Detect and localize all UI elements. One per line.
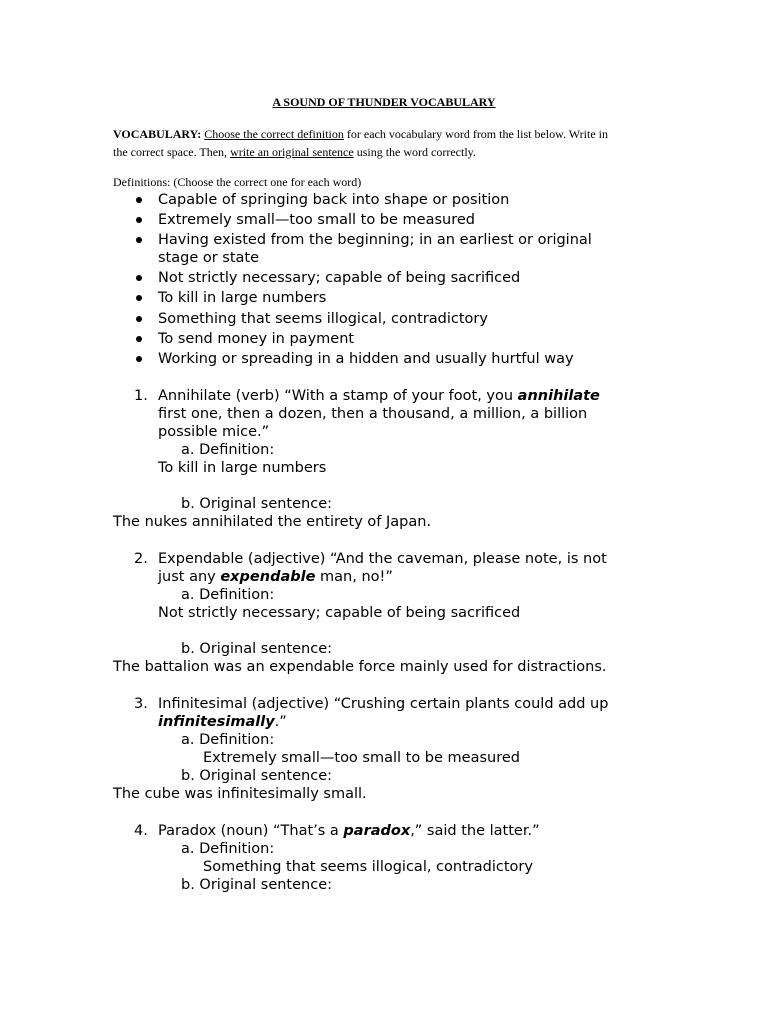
sentence-label: b. Original sentence: [181,768,333,784]
bullet-icon [136,217,142,223]
instruction-choose-definition: Choose the correct definition [204,127,344,141]
definition-item: Capable of springing back into shape or position [158,192,510,208]
definition-item: Extremely small—too small to be measured [158,212,475,228]
item-quote-text: man, no!” [315,569,393,585]
definition-label: a. Definition: [181,732,275,748]
definition-item: Having existed from the beginning; in an earliest or original [158,232,592,248]
bullet-icon [136,356,142,362]
item-heading [158,824,540,839]
definition-label: a. Definition: [181,841,275,857]
definition-label: a. Definition: [181,587,275,603]
bullet-icon [136,197,142,203]
instructions-line-1 [113,128,608,140]
item-number: 1. [134,388,148,404]
item-number: 2. [134,551,148,567]
bullet-icon [136,336,142,342]
sentence-answer: The battalion was an expendable force mainly used for distractions. [113,659,607,675]
bullet-icon [136,237,142,243]
instruction-text: for each vocabulary word from the list below. Write in [343,127,608,141]
item-quote-line [158,715,287,730]
definition-answer: To kill in large numbers [158,460,327,476]
sentence-label: b. Original sentence: [181,496,333,512]
item-heading [158,389,600,404]
definition-item: To kill in large numbers [158,290,327,306]
definition-answer: Extremely small—too small to be measured [203,750,520,766]
definitions-heading: Definitions: (Choose the correct one for each word) [113,175,362,189]
instruction-text: using the word correctly. [353,145,476,159]
definition-answer: Something that seems illogical, contradictory [203,859,533,875]
item-heading-text: ,” said the latter.” [410,823,540,839]
item-heading-text: Paradox (noun) “That’s a [158,823,344,839]
definition-item: To send money in payment [158,331,355,347]
vocab-word: expendable [220,569,316,585]
item-number: 4. [134,823,148,839]
item-number: 3. [134,696,148,712]
item-heading-text: Annihilate (verb) “With a stamp of your foot, you [158,388,518,404]
item-quote-line: possible mice.” [158,424,270,440]
item-quote-text: just any [158,569,221,585]
definition-item: Not strictly necessary; capable of being sacrificed [158,270,521,286]
definition-label: a. Definition: [181,442,275,458]
vocabulary-label: VOCABULARY: [113,127,202,141]
bullet-icon [136,316,142,322]
sentence-answer: The cube was infinitesimally small. [113,786,367,802]
instruction-write-sentence: write an original sentence [230,145,354,159]
item-quote-text: .” [274,714,287,730]
vocab-word: paradox [343,823,411,839]
definition-answer: Not strictly necessary; capable of being sacrificed [158,605,521,621]
definition-item: Working or spreading in a hidden and usually hurtful way [158,351,574,367]
sentence-label: b. Original sentence: [181,877,333,893]
page-title: A SOUND OF THUNDER VOCABULARY [272,95,496,109]
sentence-answer: The nukes annihilated the entirety of Japan. [113,514,432,530]
definition-item-continued: stage or state [158,250,260,266]
item-heading: Infinitesimal (adjective) “Crushing certain plants could add up [158,696,609,712]
instructions-line-2 [113,146,476,158]
sentence-label: b. Original sentence: [181,641,333,657]
item-quote-line [158,570,393,585]
item-heading: Expendable (adjective) “And the caveman, please note, is not [158,551,607,567]
definition-item: Something that seems illogical, contradictory [158,311,488,327]
vocab-word: annihilate [517,388,600,404]
bullet-icon [136,275,142,281]
instruction-text: the correct space. Then, [113,145,231,159]
bullet-icon [136,295,142,301]
item-quote-line: first one, then a dozen, then a thousand, a million, a billion [158,406,588,422]
vocab-word: infinitesimally [158,714,275,730]
